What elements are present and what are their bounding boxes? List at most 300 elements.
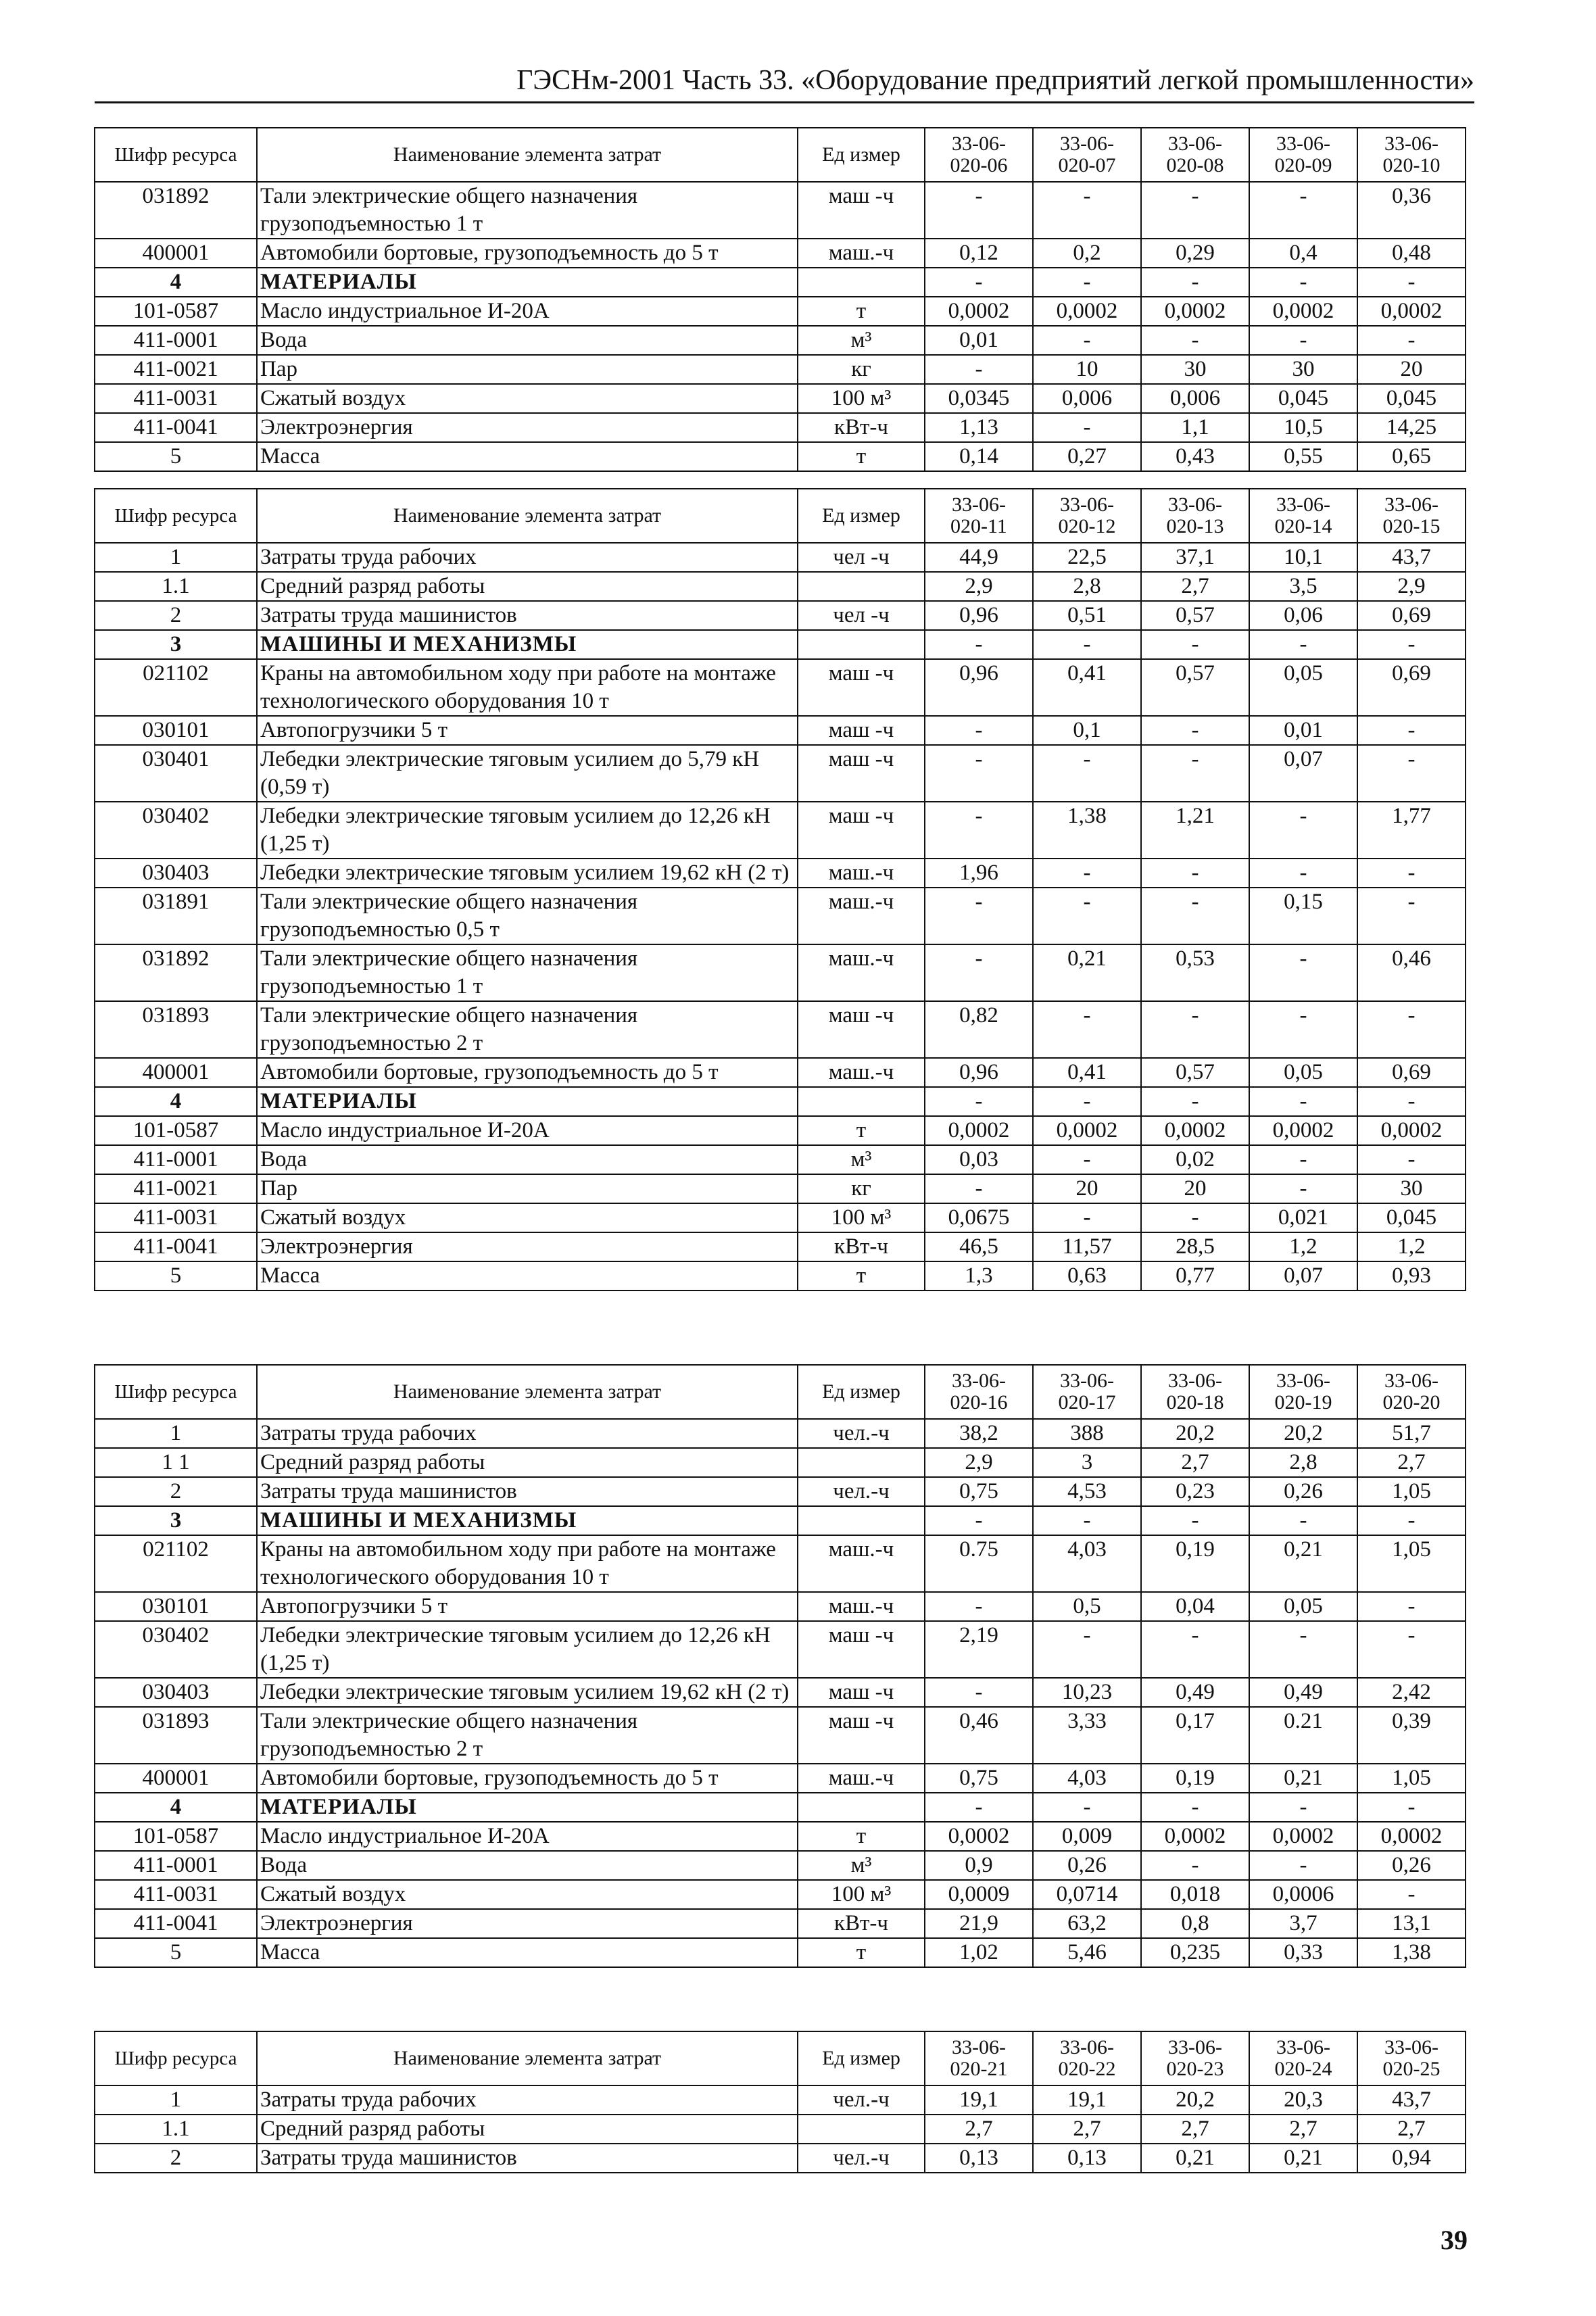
column-header-norm-line2: 020-10 [1382,154,1441,176]
norm-value: - [1033,1506,1141,1535]
column-header-norm-line2: 020-21 [950,2058,1008,2080]
norm-value: 0,07 [1249,745,1357,802]
table-header-row [95,2031,1466,2085]
norm-value: 30 [1357,1174,1466,1203]
norm-value: 0,41 [1033,1058,1141,1087]
norm-value: - [1141,1621,1249,1678]
page-number: 39 [1441,2225,1468,2255]
column-header-unit: Ед измер [798,2031,925,2085]
unit-of-measure: т [798,1261,925,1290]
unit-of-measure: кг [798,1174,925,1203]
norm-value: - [1033,268,1141,297]
unit-of-measure: т [798,297,925,326]
norm-value: - [925,888,1033,944]
norm-value: 0,65 [1357,442,1466,471]
unit-of-measure: маш -ч [798,1621,925,1678]
column-header-norm-line2: 020-16 [950,1391,1008,1414]
table-row [95,1938,1466,1967]
column-header-norm [1249,128,1357,182]
norm-value: 0,0002 [1141,1116,1249,1145]
norm-value: 63,2 [1033,1909,1141,1938]
norm-value: 0,4 [1249,239,1357,268]
unit-of-measure: чел.-ч [798,2144,925,2173]
column-header-norm [1249,489,1357,543]
table-row [95,944,1466,1001]
norm-value: 0,05 [1249,659,1357,716]
resource-code: 031893 [95,1001,257,1058]
column-header-norm [1249,1365,1357,1419]
cost-element-name: Автомобили бортовые, грузоподъемность до 5 т [257,239,798,268]
norm-value: 20 [1141,1174,1249,1203]
norm-value: - [1249,182,1357,239]
section-row [95,1087,1466,1116]
resource-code: 031892 [95,182,257,239]
unit-of-measure: маш -ч [798,182,925,239]
cost-element-name: Автомобили бортовые, грузоподъемность до 5 т [257,1764,798,1793]
unit-of-measure: чел.-ч [798,2085,925,2115]
resource-code: 021102 [95,1535,257,1592]
norm-value: - [925,1506,1033,1535]
norm-value: - [1141,630,1249,659]
cost-element-name: Краны на автомобильном ходу при работе на монтаже технологического оборудования 10 т [257,1535,798,1592]
norm-value: 30 [1249,355,1357,384]
cost-element-name: Затраты труда рабочих [257,2085,798,2115]
norm-value: 14,25 [1357,413,1466,442]
column-header-norm-line2: 020-15 [1382,515,1441,537]
unit-of-measure: т [798,442,925,471]
column-header-unit: Ед измер [798,489,925,543]
column-header-norm-line1: 33-06- [1168,1370,1222,1392]
cost-element-name: Средний разряд работы [257,2115,798,2144]
resource-code: 411-0031 [95,1203,257,1232]
cost-element-name: Затраты труда машинистов [257,2144,798,2173]
cost-element-name: МАШИНЫ И МЕХАНИЗМЫ [257,1506,798,1535]
unit-of-measure: кВт-ч [798,1232,925,1261]
table-row [95,543,1466,572]
norm-value: 0,006 [1033,384,1141,413]
resource-code: 411-0041 [95,413,257,442]
cost-element-name: Электроэнергия [257,1232,798,1261]
norm-value: - [1033,1001,1141,1058]
resource-code: 411-0021 [95,355,257,384]
norm-value: - [1249,1001,1357,1058]
resource-code: 030101 [95,716,257,745]
table-row [95,1764,1466,1793]
norm-value: 0,0009 [925,1880,1033,1909]
column-header-norm-line1: 33-06- [952,132,1006,155]
norm-value: 0,21 [1249,2144,1357,2173]
norm-value: - [1357,268,1466,297]
column-header-norm-line1: 33-06- [1060,2036,1114,2058]
norm-value: 0,0714 [1033,1880,1141,1909]
column-header-norm-line1: 33-06- [1060,1370,1114,1392]
table-header-row [95,128,1466,182]
cost-element-name: Вода [257,326,798,355]
norm-value: 0,235 [1141,1938,1249,1967]
table-row [95,1535,1466,1592]
norm-value: 4,03 [1033,1535,1141,1592]
norm-value: - [1357,1087,1466,1116]
norm-value: 2,9 [1357,572,1466,601]
resource-code: 411-0031 [95,384,257,413]
cost-element-name: Лебедки электрические тяговым усилием 19,62 кН (2 т) [257,1678,798,1707]
norm-value: 2,7 [1141,2115,1249,2144]
norms-table-3 [94,1364,1466,1968]
norm-value: 10,1 [1249,543,1357,572]
table-row [95,1448,1466,1477]
unit-of-measure: маш.-ч [798,1058,925,1087]
column-header-norm-line2: 020-20 [1382,1391,1441,1414]
column-header-norm [1357,489,1466,543]
cost-element-name: Затраты труда рабочих [257,543,798,572]
norm-value: 0,23 [1141,1477,1249,1506]
norm-value: 0,8 [1141,1909,1249,1938]
cost-element-name: Масса [257,1261,798,1290]
norm-value: - [1249,326,1357,355]
norms-table-4 [94,2031,1466,2173]
column-header-norm-line2: 020-18 [1166,1391,1224,1414]
column-header-norm [1141,1365,1249,1419]
norm-value: 0,0002 [1357,1116,1466,1145]
column-header-norm-line1: 33-06- [1276,1370,1330,1392]
norm-value: 0,49 [1249,1678,1357,1707]
cost-element-name: Автопогрузчики 5 т [257,716,798,745]
norm-value: 10,5 [1249,413,1357,442]
cost-element-name: МАШИНЫ И МЕХАНИЗМЫ [257,630,798,659]
norm-value: 0,009 [1033,1822,1141,1851]
norm-value: 10 [1033,355,1141,384]
table-row [95,182,1466,239]
norm-value: 0.21 [1249,1707,1357,1764]
norm-value: 0,63 [1033,1261,1141,1290]
resource-code: 411-0021 [95,1174,257,1203]
column-header-norm-line1: 33-06- [952,1370,1006,1392]
norm-value: - [1357,859,1466,888]
table-row [95,326,1466,355]
unit-of-measure [798,1087,925,1116]
norm-value: - [1141,888,1249,944]
norm-value: 0,21 [1033,944,1141,1001]
unit-of-measure [798,1506,925,1535]
column-header-norm [925,128,1033,182]
norm-value: - [1033,326,1141,355]
norm-value: 0,03 [925,1145,1033,1174]
norm-value: 43,7 [1357,2085,1466,2115]
resource-code: 400001 [95,239,257,268]
norm-value: 0,0002 [1033,297,1141,326]
resource-code: 411-0001 [95,326,257,355]
norm-value: 0,1 [1033,716,1141,745]
norm-value: 0,27 [1033,442,1141,471]
unit-of-measure: маш.-ч [798,944,925,1001]
table-row [95,1419,1466,1448]
norm-value: 0,0002 [925,1116,1033,1145]
table-header-row [95,1365,1466,1419]
norm-value: - [1141,716,1249,745]
table-row [95,659,1466,716]
norm-value: - [1357,888,1466,944]
norm-value: 0,0002 [1357,1822,1466,1851]
column-header-norm [1033,1365,1141,1419]
table-row [95,1477,1466,1506]
cost-element-name: Вода [257,1145,798,1174]
table-row [95,572,1466,601]
norm-value: 3,33 [1033,1707,1141,1764]
norm-value: 0,69 [1357,659,1466,716]
norm-value: - [1033,888,1141,944]
column-header-code: Шифр ресурса [95,1365,257,1419]
column-header-code: Шифр ресурса [95,128,257,182]
cost-element-name: Тали электрические общего назначения грузоподъемностью 2 т [257,1001,798,1058]
norm-value: - [925,944,1033,1001]
norm-value: - [925,716,1033,745]
unit-of-measure: маш -ч [798,659,925,716]
norm-value: - [1033,1145,1141,1174]
table-row [95,802,1466,859]
norm-value: 2,7 [925,2115,1033,2144]
column-header-norm [1141,128,1249,182]
resource-code: 021102 [95,659,257,716]
cost-element-name: Масло индустриальное И-20А [257,1822,798,1851]
unit-of-measure [798,1448,925,1477]
norm-value: 0,41 [1033,659,1141,716]
norm-value: 0,26 [1033,1851,1141,1880]
unit-of-measure: м³ [798,326,925,355]
norm-value: - [1249,1851,1357,1880]
unit-of-measure: маш.-ч [798,859,925,888]
unit-of-measure: чел.-ч [798,1477,925,1506]
norm-value: 2,7 [1033,2115,1141,2144]
column-header-norm-line2: 020-11 [950,515,1007,537]
column-header-name: Наименование элемента затрат [257,489,798,543]
norm-value: 0,48 [1357,239,1466,268]
norm-value: 5,46 [1033,1938,1141,1967]
norm-value: 51,7 [1357,1419,1466,1448]
norm-value: - [925,630,1033,659]
norm-value: 0,57 [1141,1058,1249,1087]
norm-value: 0,2 [1033,239,1141,268]
table-row [95,413,1466,442]
norm-value: 1,02 [925,1938,1033,1967]
unit-of-measure [798,2115,925,2144]
table-row [95,716,1466,745]
norm-value: - [1249,1174,1357,1203]
norm-value: - [1141,1203,1249,1232]
table-row [95,1909,1466,1938]
running-header: ГЭСНм-2001 Часть 33. «Оборудование предприятий легкой промышленности» [95,59,1474,103]
norm-value: 0,29 [1141,239,1249,268]
norm-value: 0.75 [925,1535,1033,1592]
norm-value: - [1033,1087,1141,1116]
norm-value: 0,14 [925,442,1033,471]
norm-value: 0,96 [925,1058,1033,1087]
norm-value: - [1141,182,1249,239]
norm-value: 0,69 [1357,601,1466,630]
norm-value: - [1033,1793,1141,1822]
resource-code: 2 [95,601,257,630]
norm-value: 0,05 [1249,1592,1357,1621]
column-header-name: Наименование элемента затрат [257,2031,798,2085]
norm-value: 0,53 [1141,944,1249,1001]
norm-value: 1,38 [1033,802,1141,859]
table-row [95,601,1466,630]
unit-of-measure: маш -ч [798,1001,925,1058]
column-header-code: Шифр ресурса [95,2031,257,2085]
norm-value: - [1357,1506,1466,1535]
unit-of-measure: маш.-ч [798,1535,925,1592]
norm-value: 0,0006 [1249,1880,1357,1909]
unit-of-measure: м³ [798,1851,925,1880]
resource-code: 030402 [95,802,257,859]
norm-value: 0,36 [1357,182,1466,239]
norm-value: 0,13 [1033,2144,1141,2173]
norm-value: 1,3 [925,1261,1033,1290]
table-row [95,442,1466,471]
norm-value: 13,1 [1357,1909,1466,1938]
resource-code: 030403 [95,859,257,888]
resource-code: 1 [95,2085,257,2115]
norm-value: 0,46 [925,1707,1033,1764]
norm-value: 0,0002 [1357,297,1466,326]
norm-value: 0,69 [1357,1058,1466,1087]
unit-of-measure: т [798,1822,925,1851]
unit-of-measure: чел -ч [798,601,925,630]
norm-value: 20 [1033,1174,1141,1203]
section-row [95,1506,1466,1535]
resource-code: 411-0031 [95,1880,257,1909]
norm-value: 0,94 [1357,2144,1466,2173]
table-row [95,239,1466,268]
section-row [95,630,1466,659]
norm-value: 0,006 [1141,384,1249,413]
column-header-name: Наименование элемента затрат [257,1365,798,1419]
norm-value: - [1141,268,1249,297]
norm-value: - [925,802,1033,859]
norm-value: - [1141,1087,1249,1116]
table-row [95,1621,1466,1678]
column-header-norm-line2: 020-09 [1274,154,1332,176]
column-header-norm [1357,2031,1466,2085]
norm-value: 0,0002 [1141,297,1249,326]
norm-value: 0,045 [1357,1203,1466,1232]
cost-element-name: МАТЕРИАЛЫ [257,1087,798,1116]
norm-value: 0,19 [1141,1764,1249,1793]
resource-code: 2 [95,1477,257,1506]
norm-value: 0,21 [1141,2144,1249,2173]
section-row [95,268,1466,297]
norm-value: 43,7 [1357,543,1466,572]
norm-value: - [1249,1793,1357,1822]
unit-of-measure: кВт-ч [798,1909,925,1938]
resource-code: 031893 [95,1707,257,1764]
table-row [95,2085,1466,2115]
norm-value: 0,045 [1357,384,1466,413]
table-row [95,859,1466,888]
norm-value: 30 [1141,355,1249,384]
norm-value: 2,7 [1249,2115,1357,2144]
norm-value: - [1357,630,1466,659]
cost-element-name: Средний разряд работы [257,1448,798,1477]
norm-value: 19,1 [925,2085,1033,2115]
column-header-norm-line1: 33-06- [1276,132,1330,155]
norm-value: - [1357,1592,1466,1621]
norm-value: 37,1 [1141,543,1249,572]
unit-of-measure: маш -ч [798,1707,925,1764]
column-header-norm [925,489,1033,543]
norm-value: - [1249,1145,1357,1174]
column-header-norm-line1: 33-06- [1384,132,1438,155]
table-row [95,1678,1466,1707]
norm-value: 10,23 [1033,1678,1141,1707]
cost-element-name: Лебедки электрические тяговым усилием 19,62 кН (2 т) [257,859,798,888]
cost-element-name: Краны на автомобильном ходу при работе на монтаже технологического оборудования 10 т [257,659,798,716]
column-header-norm-line1: 33-06- [1060,132,1114,155]
norm-value: 2,19 [925,1621,1033,1678]
norm-value: 0,75 [925,1477,1033,1506]
norm-value: - [1357,1793,1466,1822]
table-row [95,1851,1466,1880]
column-header-norm [1357,128,1466,182]
norm-value: 3 [1033,1448,1141,1477]
norm-value: 2,7 [1141,1448,1249,1477]
resource-code: 411-0001 [95,1851,257,1880]
column-header-norm-line2: 020-07 [1058,154,1116,176]
resource-code: 411-0001 [95,1145,257,1174]
table-row [95,1145,1466,1174]
norm-value: 1,05 [1357,1535,1466,1592]
norm-value: 22,5 [1033,543,1141,572]
norm-value: - [1249,1621,1357,1678]
cost-element-name: МАТЕРИАЛЫ [257,268,798,297]
norm-value: 0,0002 [1249,1822,1357,1851]
norm-value: 1,38 [1357,1938,1466,1967]
unit-of-measure: т [798,1938,925,1967]
cost-element-name: Затраты труда машинистов [257,601,798,630]
column-header-norm-line1: 33-06- [1384,2036,1438,2058]
norm-value: 1,05 [1357,1764,1466,1793]
cost-element-name: Пар [257,1174,798,1203]
unit-of-measure: маш -ч [798,1678,925,1707]
norm-value: 21,9 [925,1909,1033,1938]
norm-value: - [1141,1506,1249,1535]
resource-code: 030101 [95,1592,257,1621]
norm-value: 0,12 [925,239,1033,268]
table-row [95,1116,1466,1145]
norm-value: 0,04 [1141,1592,1249,1621]
resource-code: 400001 [95,1764,257,1793]
norm-value: - [925,1592,1033,1621]
norm-value: - [925,1174,1033,1203]
norm-value: 0,19 [1141,1535,1249,1592]
norm-value: - [1033,413,1141,442]
cost-element-name: Лебедки электрические тяговым усилием до 5,79 кН (0,59 т) [257,745,798,802]
norm-value: 0,5 [1033,1592,1141,1621]
norm-value: 2,9 [925,572,1033,601]
unit-of-measure [798,630,925,659]
column-header-norm-line2: 020-23 [1166,2058,1224,2080]
norm-value: 3,5 [1249,572,1357,601]
column-header-norm-line2: 020-22 [1058,2058,1116,2080]
column-header-unit: Ед измер [798,1365,925,1419]
table-row [95,1822,1466,1851]
norm-value: - [1033,745,1141,802]
resource-code: 030402 [95,1621,257,1678]
column-header-norm-line1: 33-06- [1384,493,1438,516]
norm-value: 0,17 [1141,1707,1249,1764]
table-row [95,1707,1466,1764]
norm-value: 0,57 [1141,601,1249,630]
norm-value: - [925,1678,1033,1707]
